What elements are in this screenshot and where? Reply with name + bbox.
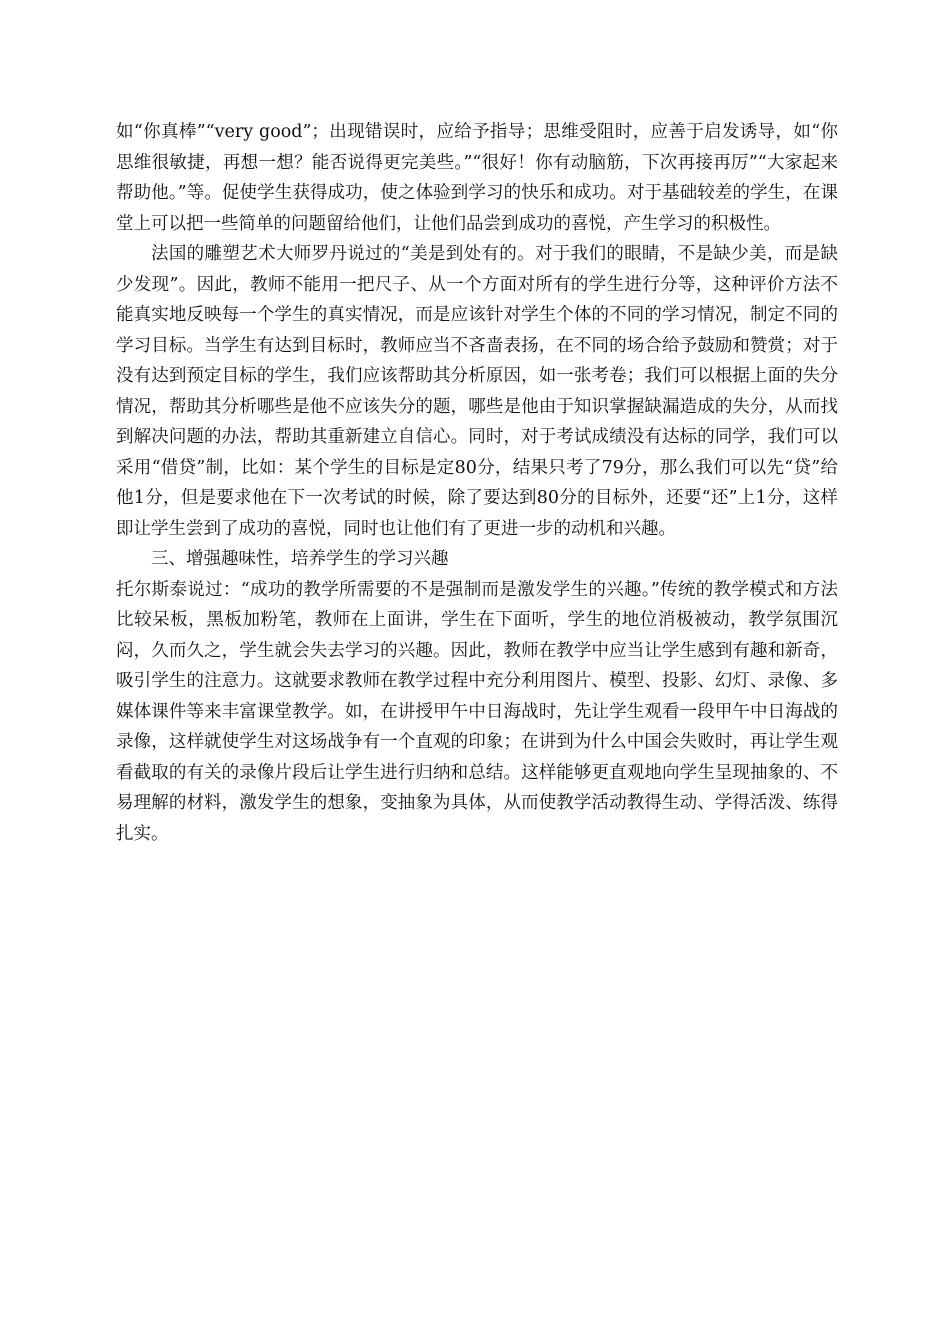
paragraph-praise-examples: 如“你真棒”“very good”；出现错误时，应给予指导；思维受阻时，应善于启发诱导，如“你思维很敏捷，再想一想？能否说得更完美些。”“很好！你有动脑筋，下次再接再厉”“大家起来帮助他。”等。促使学生获得成功，使之体验到学习的快乐和成功。对于基础较差的学生，在课堂上可以把一些简单的问题留给他们，让他们品尝到成功的喜悦，产生学习的积极性。 <box>116 122 838 234</box>
section-heading-interest: 三、增强趣味性，培养学生的学习兴趣 <box>151 549 449 569</box>
paragraph-rodin-quote: 法国的雕塑艺术大师罗丹说过的“美是到处有的。对于我们的眼睛，不是缺少美，而是缺少发现”。因此，教师不能用一把尺子、从一个方面对所有的学生进行分等，这种评价方法不能真实地反映每一个学生的真实情况，而是应该针对学生个体的不同的学习情况，制定不同的学习目标。当学生有达到目标时，教师应当不吝啬表扬，在不同的场合给予鼓励和赞赏；对于没有达到预定目标的学生，我们应该帮助其分析原因，如一张考卷；我们可以根据上面的失分情况，帮助其分析哪些是他不应该失分的题，哪些是他由于知识掌握缺漏造成的失分，从而找到解决问题的办法，帮助其重新建立自信心。同时，对于考试成绩没有达标的同学，我们可以采用“借贷”制，比如：某个学生的目标是定80分，结果只考了79分，那么我们可以先“贷”给他1分，但是要求他在下一次考试的时候，除了要达到80分的目标外，还要“还”上1分，这样即让学生尝到了成功的喜悦，同时也让他们有了更进一步的动机和兴趣。 <box>116 244 838 539</box>
document-page <box>116 117 838 849</box>
paragraph-tolstoy-quote: 托尔斯泰说过：“成功的教学所需要的不是强制而是激发学生的兴趣。”传统的教学模式和方法比较呆板，黑板加粉笔，教师在上面讲，学生在下面听，学生的地位消极被动，教学氛围沉闷，久而久之，学生就会失去学习的兴趣。因此，教师在教学中应当让学生感到有趣和新奇，吸引学生的注意力。这就要求教师在教学过程中充分利用图片、模型、投影、幻灯、录像、多媒体课件等来丰富课堂教学。如，在讲授甲午中日海战时，先让学生观看一段甲午中日海战的录像，这样就使学生对这场战争有一个直观的印象；在讲到为什么中国会失败时，再让学生观看截取的有关的录像片段后让学生进行归纳和总结。这样能够更直观地向学生呈现抽象的、不易理解的材料，激发学生的想象，变抽象为具体，从而使教学活动教得生动、学得活泼、练得扎实。 <box>116 579 838 844</box>
